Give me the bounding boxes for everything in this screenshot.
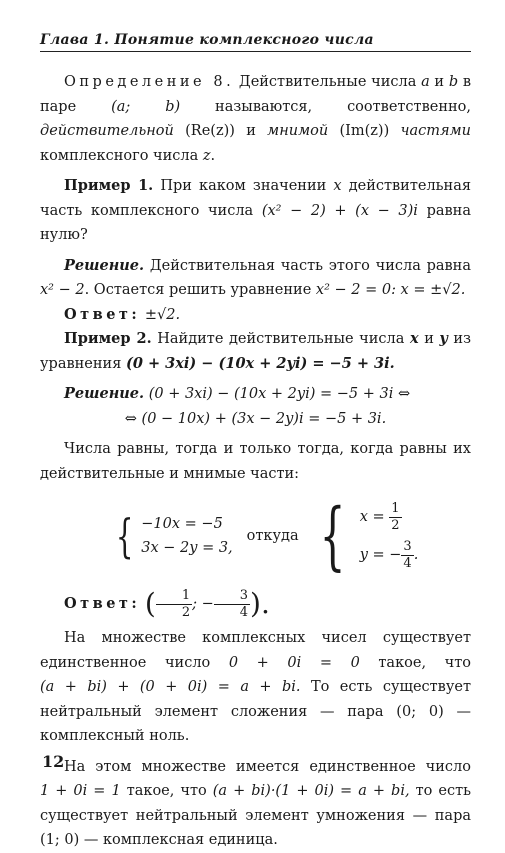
page-number: 12 <box>42 752 65 771</box>
answer-1-label: Ответ: <box>64 305 141 323</box>
answer-2: Ответ: ( $\frac{1}{2}$ ; − $\frac{3}{4}$ ). <box>64 587 270 620</box>
answer-1: Ответ: ±√2. <box>64 305 181 323</box>
definition-label: Определение 8. <box>64 74 235 90</box>
equality-text: Числа равны, тогда и только тогда, когда равны их действительные и мнимые части: <box>40 441 471 482</box>
neutral-addition-paragraph: На множестве комплексных чисел существует единственное число 0 + 0i = 0 такое, что (a + bi) + (0 + 0i) = a + bi. То есть существует нейтральный элемент сложения — пара (0; 0) — комплексный ноль. <box>40 630 471 744</box>
otkuda-word: откуда <box>246 528 299 544</box>
answer-2-label: Ответ: <box>64 595 141 612</box>
page-content <box>40 70 471 853</box>
solution-1-label: Решение. <box>64 256 145 274</box>
example-2: Пример 2. Найдите действительные числа x и y из уравнения (0 + 3xi) − (10x + 2yi) = −5 + 3i. <box>40 330 471 372</box>
left-brace: { <box>115 509 134 563</box>
solution-2-line-2: ⇔ (0 − 10x) + (3x − 2y)i = −5 + 3i. <box>124 410 387 427</box>
example-2-equation: (0 + 3xi) − (10x + 2yi) = −5 + 3i. <box>125 354 395 372</box>
neutral-multiplication-paragraph: На этом множестве имеется единственное число 1 + 0i = 1 такое, что (a + bi)·(1 + 0i) = a + bi, то есть существует нейтральный элемент умножения — пара (1; 0) — комплексная единица. <box>40 758 471 848</box>
x-fraction: $\frac{1}{2}$ <box>391 500 400 533</box>
equation-system <box>110 493 471 579</box>
running-header: Глава 1. Понятие комплексного числа <box>40 32 471 52</box>
system-right: x = $\frac{1}{2}$ y = − $\frac{3}{4}$ . <box>359 500 419 571</box>
example-1: Пример 1. При каком значении x действительная часть комплексного числа (x² − 2) + (x − 3)i равна нулю? <box>40 177 472 243</box>
example-1-label: Пример 1. <box>64 177 154 194</box>
definition-paragraph: Определение 8. Действительные числа a и b в паре (a; b) называются, соответственно, действительной (Re(z)) и мнимой (Im(z)) частями комплексного числа z. <box>40 74 472 164</box>
example-1-expression: (x² − 2) + (x − 3)i <box>261 202 418 219</box>
answer-2-fraction-2: $\frac{3}{4}$ <box>214 588 250 621</box>
solution-2-label: Решение. <box>64 385 145 402</box>
answer-2-fraction-1: $\frac{1}{2}$ <box>156 588 192 621</box>
right-brace: { <box>319 493 346 579</box>
system-left: −10x = −5 3x − 2y = 3, <box>141 516 233 556</box>
y-fraction: $\frac{3}{4}$ <box>403 538 412 571</box>
example-2-label: Пример 2. <box>64 330 152 347</box>
solution-2: Решение. (0 + 3xi) − (10x + 2yi) = −5 + 3i ⇔ <box>64 385 411 402</box>
solution-1: Решение. Действительная часть этого числа равна x² − 2. Остается решить уравнение x² − 2 = 0: x = ±√2. <box>40 256 471 298</box>
